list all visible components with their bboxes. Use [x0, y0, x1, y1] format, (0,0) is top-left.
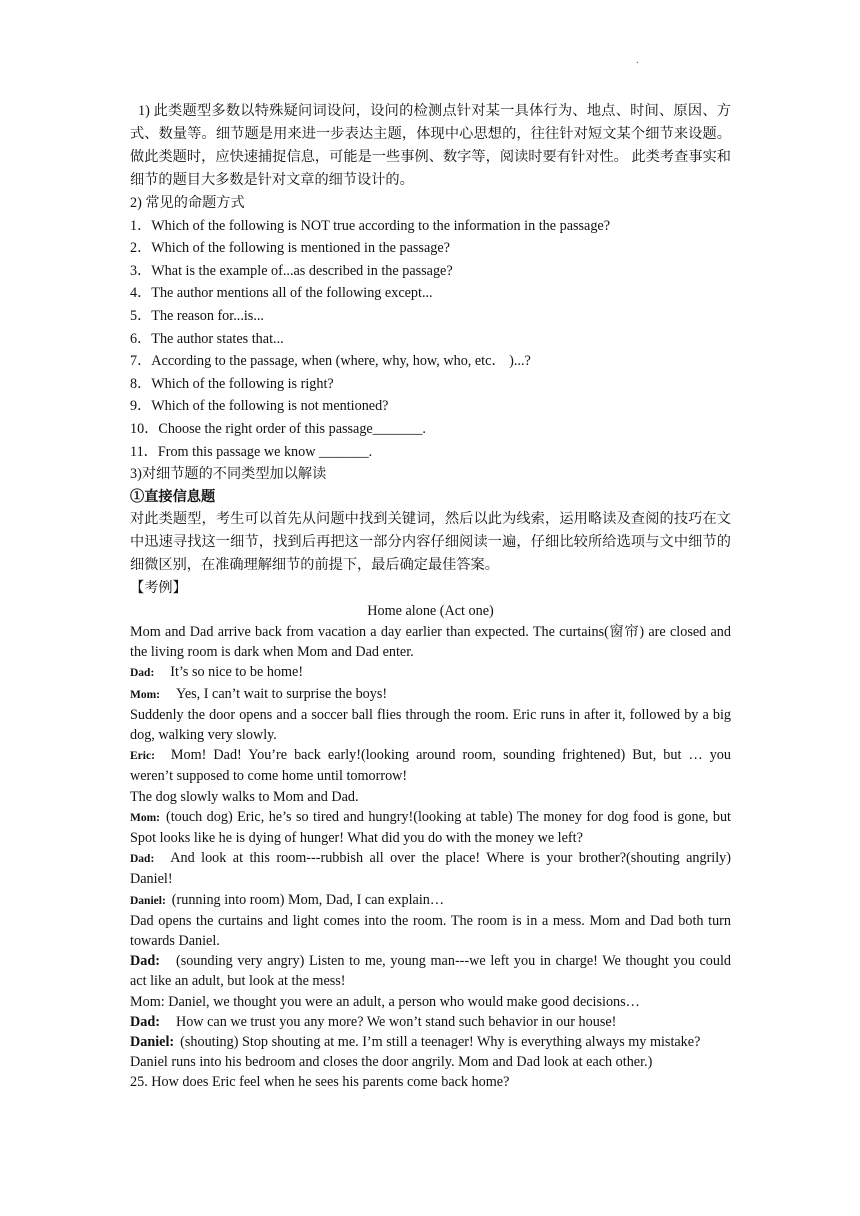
- speaker-label: Dad:: [130, 667, 155, 680]
- document-body: [130, 100, 731, 1093]
- dialogue-line: [130, 890, 731, 911]
- question-item: 11．From this passage we know _______.: [130, 443, 373, 460]
- speaker-label: Daniel:: [130, 894, 166, 907]
- stage-direction: Suddenly the door opens and a soccer ball flies through the room. Eric runs in after it, followed by a big dog, walking very slowly.: [130, 706, 731, 743]
- dialogue-text: How can we trust you any more? We won’t stand such behavior in our house!: [175, 1013, 617, 1030]
- speaker-label: Mom:: [130, 811, 161, 824]
- speaker-label: Dad:: [130, 953, 160, 970]
- stage-direction: The dog slowly walks to Mom and Dad.: [130, 788, 359, 805]
- play-script: [130, 622, 731, 1093]
- corner-mark: .: [636, 52, 639, 66]
- question-item: 2．Which of the following is mentioned in the passage?: [130, 240, 450, 257]
- play-title: Home alone (Act one): [367, 602, 494, 619]
- dialogue-line: [130, 951, 731, 991]
- question-item: 1．Which of the following is NOT true according to the information in the passage?: [130, 217, 611, 234]
- question-item: 4．The author mentions all of the following except...: [130, 285, 433, 302]
- speaker-label: Dad:: [130, 1013, 160, 1030]
- dialogue-text: Yes, I can’t wait to surprise the boys!: [176, 685, 388, 702]
- dialogue-line: [130, 745, 731, 786]
- dialogue-line: [130, 1012, 731, 1032]
- stage-direction: Dad opens the curtains and light comes into the room. The room is in a mess. Mom and Dad both turn towards Daniel.: [130, 912, 731, 949]
- dialogue-text: (running into room) Mom, Dad, I can explain…: [171, 891, 445, 908]
- question-item: 8．Which of the following is right?: [130, 375, 334, 392]
- section3-heading: 3)对细节题的不同类型加以解读: [130, 466, 327, 483]
- dialogue-line: [130, 848, 731, 889]
- question-item: 5．The reason for...is...: [130, 307, 264, 324]
- stage-direction: Mom: Daniel, we thought you were an adult, a person who would make good decisions…: [130, 993, 640, 1010]
- speaker-label: Daniel:: [130, 1033, 175, 1050]
- stage-direction: Daniel runs into his bedroom and closes the door angrily. Mom and Dad look at each other.): [130, 1054, 653, 1071]
- dialogue-text: (shouting) Stop shouting at me. I’m still a teenager! Why is everything always my mistake?: [180, 1033, 701, 1050]
- speaker-label: Dad:: [130, 853, 155, 866]
- dialogue-line: [130, 684, 731, 705]
- dialogue-line: [130, 662, 731, 683]
- dialogue-line: [130, 1032, 731, 1052]
- question-item: 9．Which of the following is not mentioned?: [130, 398, 389, 415]
- question-item: 10．Choose the right order of this passage_______.: [130, 420, 426, 437]
- question-25: 25. How does Eric feel when he sees his parents come back home?: [130, 1074, 510, 1091]
- question-list: [130, 215, 731, 464]
- speaker-label: Mom:: [130, 688, 161, 701]
- subheading: ①直接信息题: [130, 488, 216, 505]
- intro-paragraph: 1) 此类题型多数以特殊疑问词设问，设问的检测点针对某一具体行为、地点、时间、原因、方式、数量等。细节题是用来进一步表达主题，体现中心思想的，往往针对短文某个细节来设题。做此类题时，应快速捕捉信息，可能是一些事例、数字等，阅读时要有针对性。 此类考查事实和细节的题目大多数是针对文章的细节设计的。: [130, 103, 731, 188]
- dialogue-text: And look at this room---rubbish all over the place! Where is your brother?(shouting angrily) Daniel!: [130, 850, 731, 888]
- speaker-label: Eric:: [130, 750, 155, 763]
- dialogue-line: [130, 807, 731, 848]
- method-paragraph: 对此类题型，考生可以首先从问题中找到关键词，然后以此为线索，运用略读及查阅的技巧在文中迅速寻找这一细节，找到后再把这一部分内容仔细阅读一遍，仔细比较所给选项与文中细节的细微区别，在准确理解细节的前提下，最后确定最佳答案。: [130, 511, 731, 574]
- dialogue-text: (sounding very angry) Listen to me, young man---we left you in charge! We thought you could act like an adult, but look at the mess!: [130, 953, 731, 990]
- question-item: 7．According to the passage, when (where, why, how, who, etc． )...?: [130, 353, 531, 370]
- dialogue-text: It’s so nice to be home!: [170, 664, 304, 681]
- question-item: 3．What is the example of...as described in the passage?: [130, 262, 453, 279]
- dialogue-text: Mom! Dad! You’re back early!(looking around room, sounding frightened) But, but … you weren’t supposed to come home until tomorrow!: [130, 747, 731, 785]
- dialogue-text: (touch dog) Eric, he’s so tired and hungry!(looking at table) The money for dog food is gone, but Spot looks like he is dying of hunger! What did you do with the money we left?: [130, 808, 731, 846]
- section2-heading: 2) 常见的命题方式: [130, 195, 245, 211]
- example-label: 【考例】: [130, 580, 187, 597]
- question-item: 6．The author states that...: [130, 330, 284, 347]
- stage-direction: Mom and Dad arrive back from vacation a day earlier than expected. The curtains(窗帘) are closed and the living room is dark when Mom and Dad enter.: [130, 623, 731, 661]
